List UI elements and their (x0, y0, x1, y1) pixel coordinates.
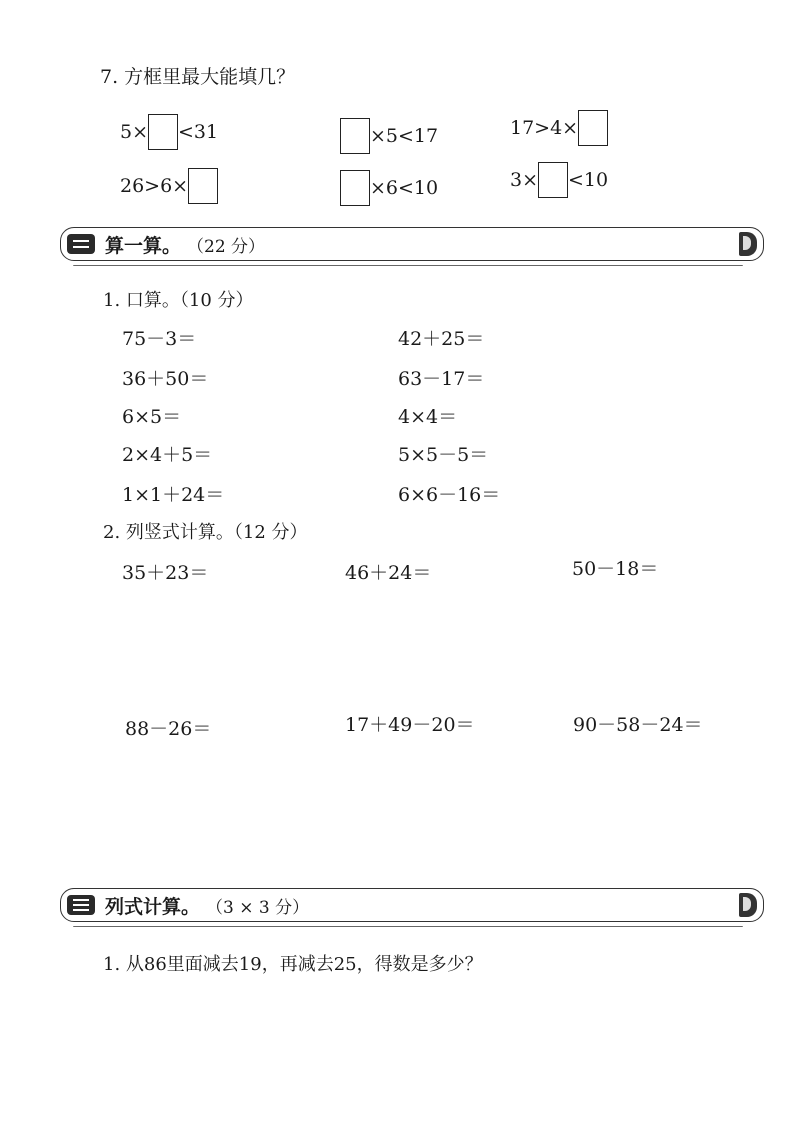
vertical-calc-item: 35＋23＝ (122, 562, 209, 584)
section-3-banner (60, 888, 764, 922)
section-2-banner (60, 227, 764, 261)
section-3-number-icon (67, 895, 95, 915)
oral-calc-item: 1×1＋24＝ (122, 484, 225, 506)
answer-box[interactable] (188, 168, 218, 204)
section-3-score: （3 × 3 分） (206, 897, 310, 918)
question-7-title: 7. 方框里最大能填几？ (100, 66, 296, 88)
vertical-calc-item: 90－58－24＝ (573, 714, 703, 736)
vertical-calc-item: 50－18＝ (572, 558, 659, 580)
oral-calc-item: 5×5－5＝ (398, 444, 489, 466)
s2-q1-title: 1. 口算。（10 分） (103, 290, 254, 311)
vertical-calc-item: 46＋24＝ (345, 562, 432, 584)
oral-calc-item: 36＋50＝ (122, 368, 209, 390)
oral-calc-item: 6×6－16＝ (398, 484, 501, 506)
s3-q1-text: 1. 从86里面减去19，再减去25，得数是多少？ (103, 954, 483, 975)
oral-calc-item: 42＋25＝ (398, 328, 485, 350)
tab-d-icon (739, 893, 757, 917)
expr-prefix: 17>4× (510, 117, 579, 139)
answer-box[interactable] (340, 170, 370, 206)
tab-d-icon (739, 232, 757, 256)
q7-expr-2 (340, 118, 438, 154)
q7-expr-4 (120, 168, 218, 204)
answer-box[interactable] (340, 118, 370, 154)
oral-calc-item: 4×4＝ (398, 406, 458, 428)
section-2-score: （22 分） (187, 236, 266, 257)
section-3-title: 列式计算。 (105, 895, 201, 918)
q7-expr-3 (510, 110, 608, 146)
oral-calc-item: 75－3＝ (122, 328, 197, 350)
q7-expr-6 (510, 162, 608, 198)
q7-expr-5 (340, 170, 438, 206)
oral-calc-item: 63－17＝ (398, 368, 485, 390)
q7-expr-1 (120, 114, 218, 150)
expr-suffix: ×6<10 (370, 177, 439, 199)
answer-box[interactable] (148, 114, 178, 150)
vertical-calc-item: 17＋49－20＝ (345, 714, 475, 736)
section-2-number-icon (67, 234, 95, 254)
expr-prefix: 26>6× (120, 175, 189, 197)
answer-box[interactable] (538, 162, 568, 198)
section-2-title: 算一算。 (105, 234, 182, 257)
expr-prefix: 5× (120, 121, 149, 143)
oral-calc-item: 2×4＋5＝ (122, 444, 213, 466)
expr-suffix: <31 (178, 121, 219, 143)
vertical-calc-item: 88－26＝ (125, 718, 212, 740)
oral-calc-item: 6×5＝ (122, 406, 182, 428)
expr-suffix: <10 (568, 169, 609, 191)
expr-prefix: 3× (510, 169, 539, 191)
expr-suffix: ×5<17 (370, 125, 439, 147)
s2-q2-title: 2. 列竖式计算。（12 分） (103, 522, 308, 543)
answer-box[interactable] (578, 110, 608, 146)
